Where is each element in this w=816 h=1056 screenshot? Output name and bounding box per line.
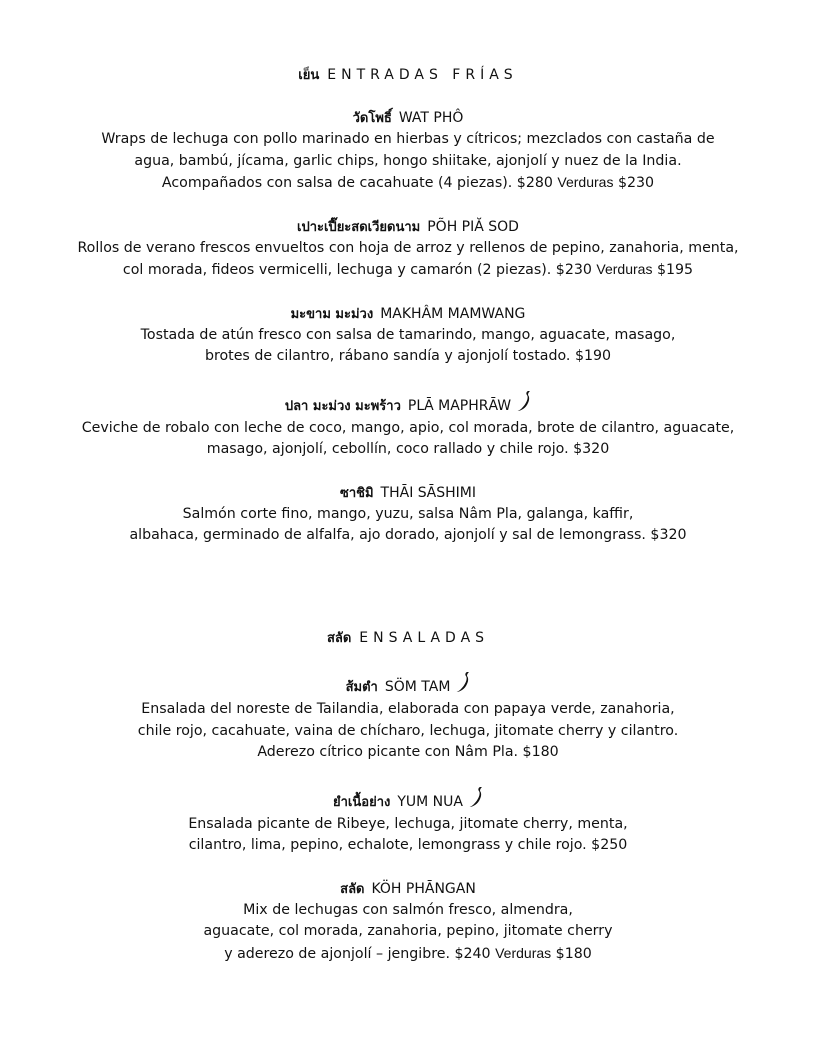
dish-title [0,108,816,129]
dish-description-line [0,259,816,282]
dish-poh-pia-sod [0,217,816,282]
dish-pla-maphraw [0,390,816,461]
vegetarian-price: $230 [613,175,655,191]
dish-title [0,304,816,325]
vegetarian-label: Verduras [557,174,614,190]
dish-description-line: Rollos de verano frescos envueltos con hoja de arroz y rellenos de pepino, zanahoria, menta, [77,239,739,256]
dish-name: YUM NUA [397,793,463,810]
dish-name: SÖM TAM [384,679,451,695]
dish-yum-nua [0,786,816,857]
dish-title [0,879,816,900]
dish-title [0,217,816,238]
dish-name: PLĀ MAPHRĀW [407,397,512,414]
dish-thai-name: ส้มตำ [345,680,378,695]
dish-name: PÕH PIĂ SOD [427,218,519,235]
dish-title [0,390,816,418]
dish-thai-name: เปาะเปี๊ยะสดเวียดนาม [297,219,421,235]
dish-makham-mamwang [0,304,816,368]
dish-description-line: Ensalada picante de Ribeye, lechuga, jitomate cherry, menta, [188,815,628,832]
dish-title [0,786,816,814]
dish-description-line: brotes de cilantro, rábano sandía y ajonjolí tostado. $190 [204,348,612,364]
dish-thai-name: มะขาม มะม่วง [290,306,374,322]
dish-thai-name: วัดโพธิ์ [352,111,392,126]
dish-description-line: chile rojo, cacahuate, vaina de chícharo, lechuga, jitomate cherry y cilantro. [137,722,679,739]
vegetarian-label: Verduras [596,261,653,277]
dish-description-text: Acompañados con salsa de cacahuate (4 piezas). $280 [161,175,558,191]
dish-name: WAT PHÔ [398,110,464,126]
section-title [0,66,816,85]
chili-pepper-icon [456,671,470,699]
section-title-thai: เย็น [298,68,320,83]
dish-thai-name: ซาชิมิ [340,485,374,501]
vegetarian-price: $195 [652,262,694,278]
dish-description-line: Aderezo cítrico picante con Nâm Pla. $180 [257,744,559,760]
dish-title [0,671,816,699]
section-title [0,629,816,648]
dish-description-line: aguacate, col morada, zanahoria, pepino, jitomate cherry [203,923,613,939]
dish-description-line: Salmón corte fino, mango, yuzu, salsa Nâm Pla, galanga, kaffir, [182,505,634,522]
chili-pepper-icon [469,786,483,814]
dish-som-tam [0,671,816,764]
dish-description-line: agua, bambú, jícama, garlic chips, hongo shiitake, ajonjolí y nuez de la India. [134,152,682,169]
vegetarian-label: Verduras [495,944,552,961]
dish-description-line: albahaca, germinado de alfalfa, ajo dorado, ajonjolí y sal de lemongrass. $320 [129,527,687,543]
dish-thai-sashimi [0,483,816,547]
dish-name: KÖH PHĀNGAN [371,880,476,897]
dish-description-line [0,172,816,195]
dish-description-line: Mix de lechugas con salmón fresco, almendra, [243,901,573,918]
section-title-spanish: ENSALADAS [359,630,490,646]
vegetarian-price: $180 [551,945,592,962]
dish-description-text: col morada, fideos vermicelli, lechuga y camarón (2 piezas). $230 [122,262,597,278]
dish-thai-name: ยำเนื้อย่าง [333,794,391,810]
dish-title [0,483,816,504]
dish-name: MAKHÂM MAMWANG [380,305,526,322]
section-title-spanish: ENTRADAS FRÍAS [327,67,518,83]
dish-description-line: Ceviche de robalo con leche de coco, mango, apio, col morada, brote de cilantro, aguacate, [81,419,735,436]
dish-thai-name: ปลา มะม่วง มะพร้าว [284,398,401,414]
dish-description-line: Tostada de atún fresco con salsa de tamarindo, mango, aguacate, masago, [140,326,676,343]
section-title-thai: สลัด [326,631,352,646]
dish-koh-phangan [0,879,816,966]
dish-description-text: y aderezo de ajonjolí – jengibre. $240 [224,945,496,962]
dish-wat-pho [0,108,816,195]
dish-thai-name: สลัด [340,881,365,897]
section-entradas-frias [0,66,816,547]
chili-pepper-icon [517,390,531,418]
dish-description-line: Ensalada del noreste de Tailandia, elaborada con papaya verde, zanahoria, [141,701,675,717]
dish-description-line [0,943,816,966]
dish-description-line: masago, ajonjolí, cebollín, coco rallado y chile rojo. $320 [206,441,610,457]
dish-description-line: Wraps de lechuga con pollo marinado en hierbas y cítricos; mezclados con castaña de [101,131,715,147]
dish-name: THĀI SĀSHIMI [380,484,476,501]
section-ensaladas [0,629,816,965]
dish-description-line: cilantro, lima, pepino, echalote, lemongrass y chile rojo. $250 [188,837,628,853]
